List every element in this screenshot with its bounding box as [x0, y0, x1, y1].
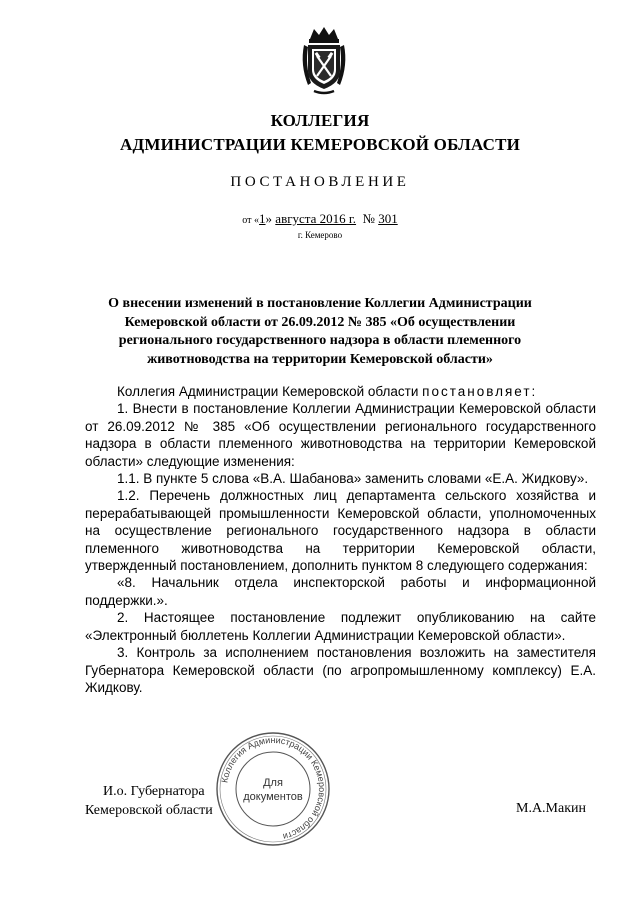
signer-role-line1: И.о. Губернатора — [103, 784, 205, 799]
paragraph-3: 3. Контроль за исполнением постановления возложить на заместителя Губернатора Кемеровской области (по агропромышленному комплексу) Е.А. Жидкову. — [85, 645, 596, 695]
seal-stamp — [214, 730, 332, 848]
document-type: ПОСТАНОВЛЕНИЕ — [230, 174, 410, 190]
stamp-ring-text: Коллегия Администрации Кемеровской области — [219, 734, 328, 842]
organization-name-line2: АДМИНИСТРАЦИИ КЕМЕРОВСКОЙ ОБЛАСТИ — [119, 135, 521, 154]
date-day: 1 — [259, 211, 266, 226]
signer-role-line2: Кемеровской области — [85, 803, 213, 818]
document-body — [85, 383, 596, 696]
paragraph-1-2: 1.2. Перечень должностных лиц департамента сельского хозяйства и перерабатывающей промышленности Кемеровской области, уполномоченных на осуществление регионального государственного надзора в области племенного животноводства на территории Кемеровской области, утвержденный постановлением, дополнить пунктом 8 следующего содержания: — [85, 488, 596, 574]
date-line — [0, 211, 640, 227]
document-number: 301 — [378, 211, 398, 226]
signer-name: М.А.Макин — [516, 801, 587, 816]
intro-verb: постановляет: — [422, 384, 538, 399]
city: г. Кемерово — [297, 230, 343, 240]
paragraph-2: 2. Настоящее постановление подлежит опубликованию на сайте «Электронный бюллетень Коллегии Администрации Кемеровской области». — [85, 610, 596, 643]
number-prefix: № — [362, 211, 375, 226]
organization-name-line1: КОЛЛЕГИЯ — [270, 111, 370, 130]
coat-of-arms-icon — [300, 25, 348, 97]
intro-lead: Коллегия Администрации Кемеровской области — [117, 384, 423, 399]
signer-role — [85, 782, 213, 820]
stamp-center-line2: документов — [243, 791, 303, 803]
paragraph-1: 1. Внести в постановление Коллегии Администрации Кемеровской области от 26.09.2012 № 385 «Об осуществлении регионального государственного надзора в области племенного животноводства на территории Кемеровской области» следующие изменения: — [85, 401, 596, 469]
date-mid: » — [265, 211, 276, 226]
document-title: О внесении изменений в постановление Коллегии Администрации Кемеровской области от 26.09.2012 № 385 «Об осуществлении регионального государственного надзора в области племенного животноводства на территории Кемеровской области» — [108, 296, 532, 367]
date-prefix: от « — [242, 215, 260, 226]
paragraph-1-2-quote: «8. Начальник отдела инспекторской работы и информационной поддержки.». — [85, 575, 596, 608]
intro-paragraph — [85, 383, 596, 400]
stamp-center-line1: Для — [263, 777, 283, 789]
paragraph-1-1: 1.1. В пункте 5 слова «В.А. Шабанова» заменить словами «Е.А. Жидкову». — [117, 471, 589, 487]
date-month-year: августа 2016 г. — [275, 211, 357, 226]
